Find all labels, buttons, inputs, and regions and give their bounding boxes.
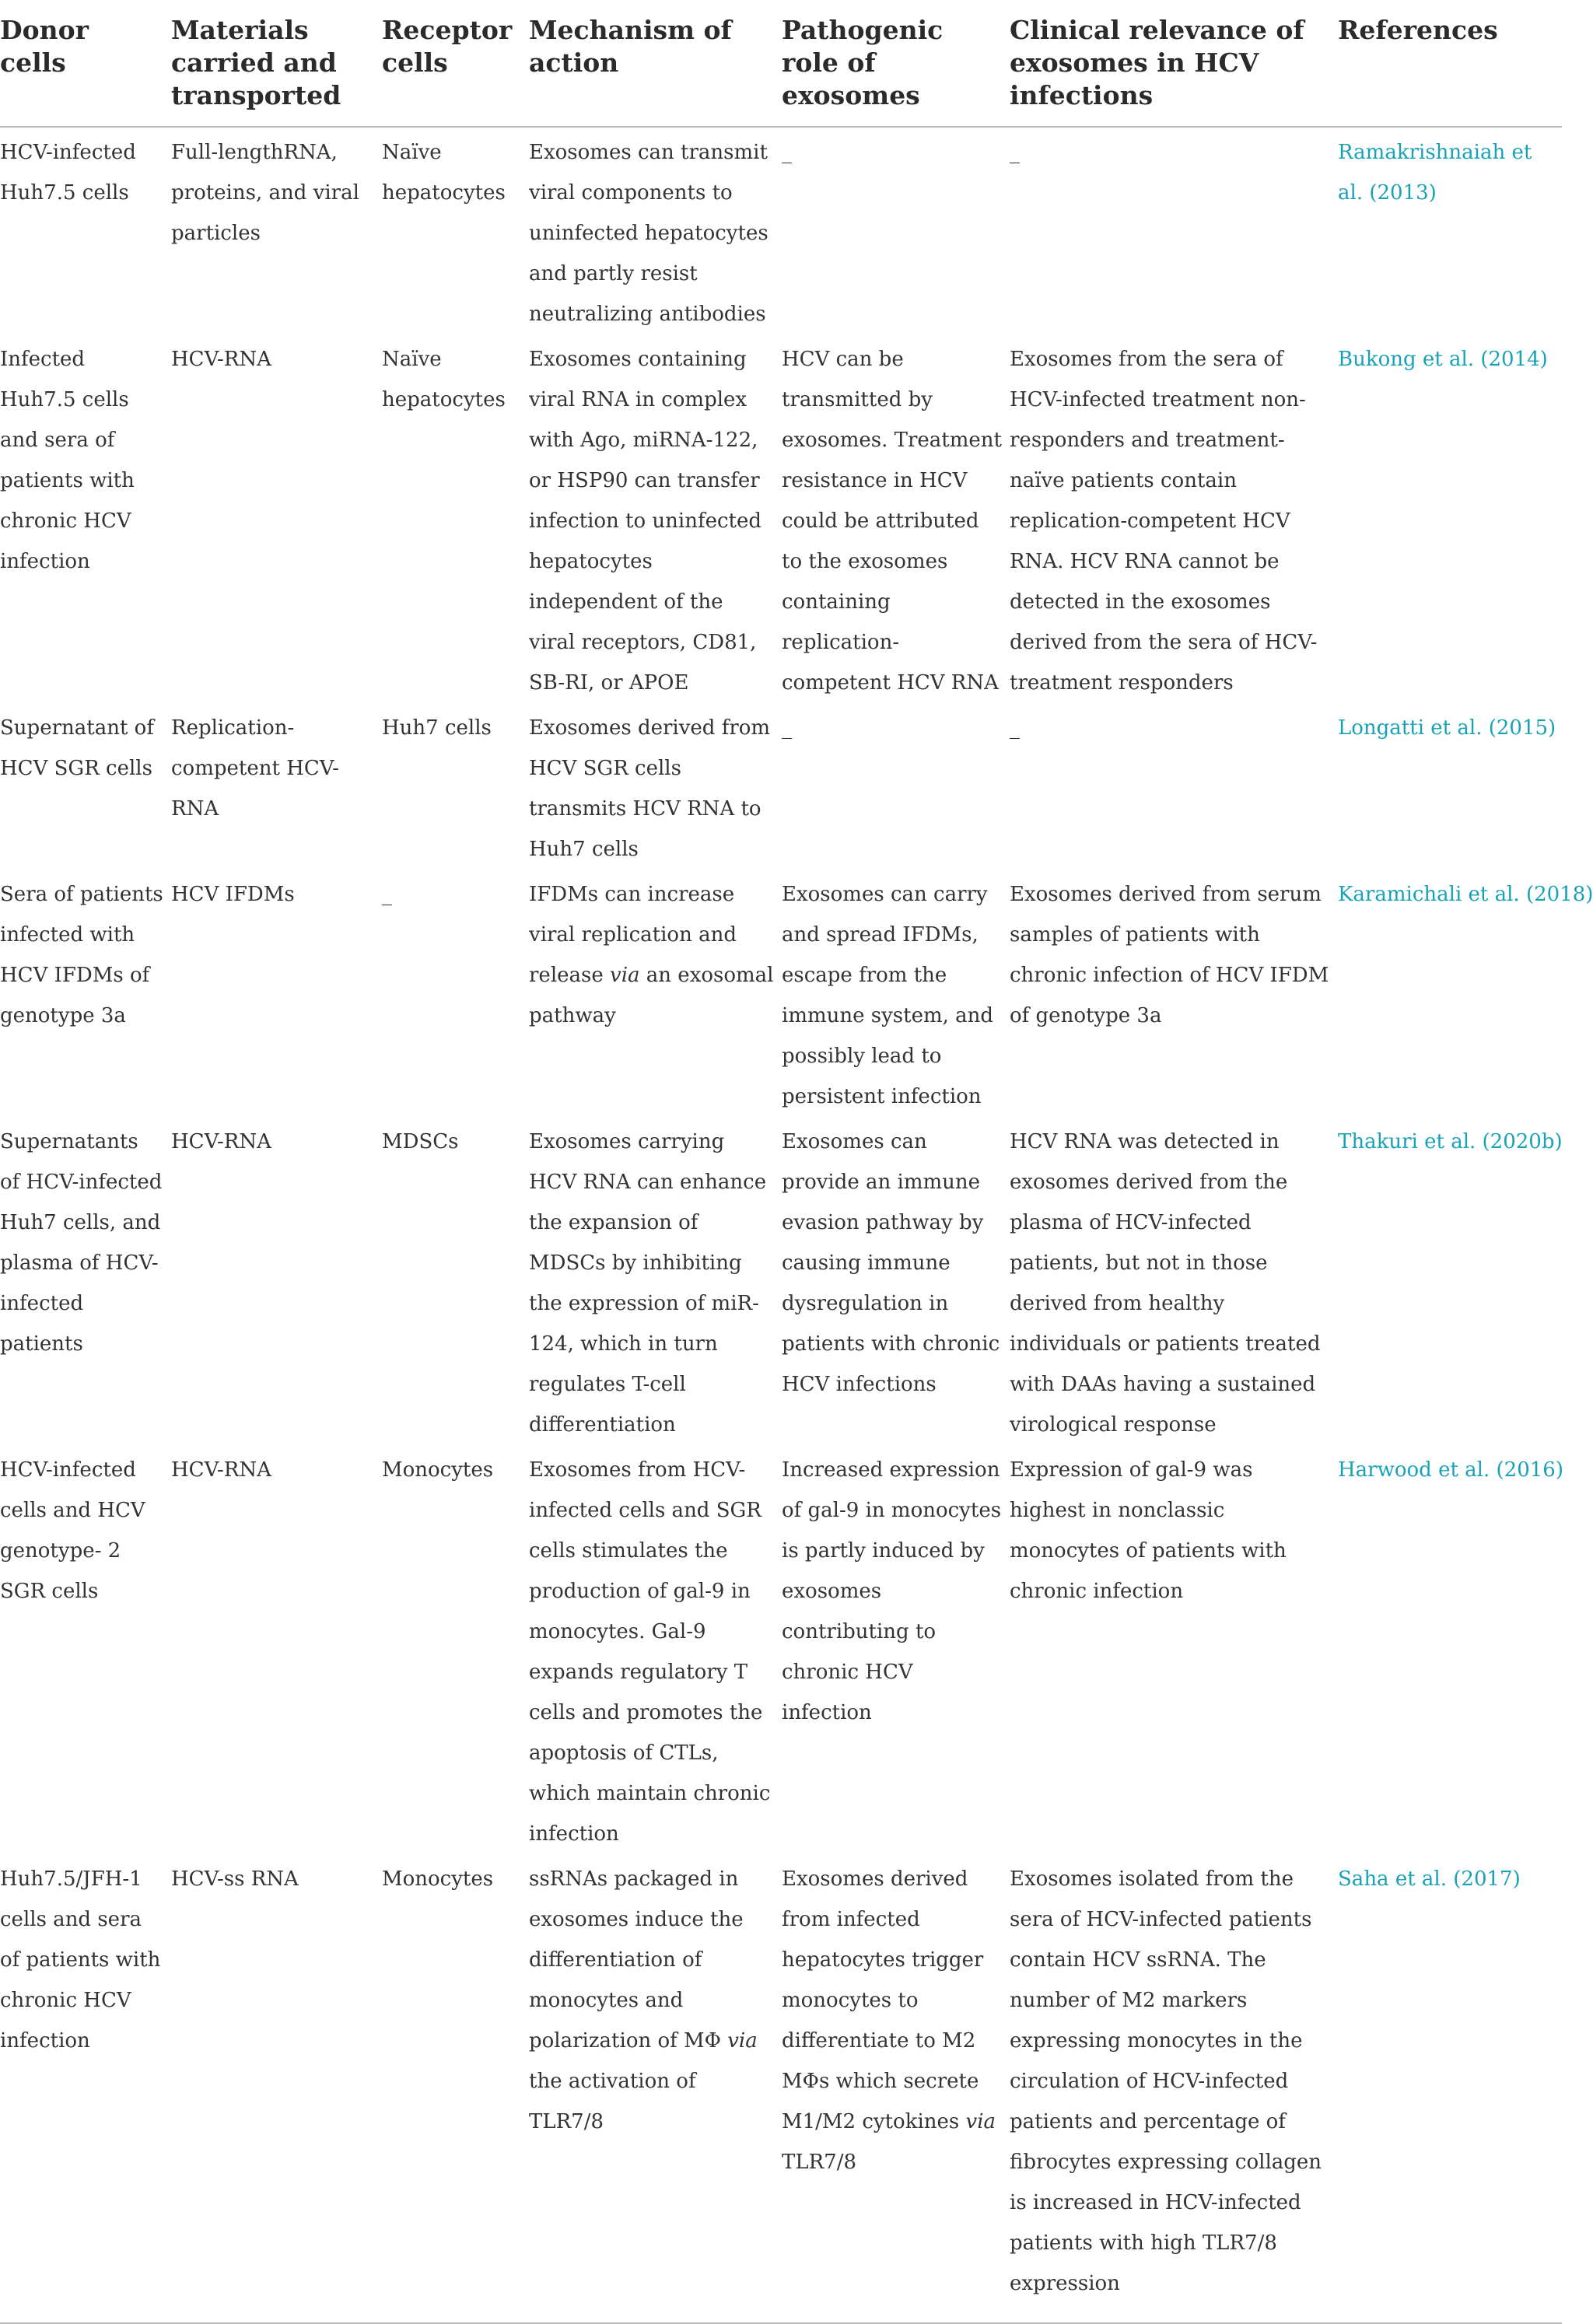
cell-reference <box>1338 334 1562 703</box>
cell-pathogenic: Exosomes can provide an immune evasion pathway by causing immune dysregulation in patients with chronic HCV infections <box>782 1130 1000 1396</box>
cell-clinical: _ <box>1010 716 1020 740</box>
table-header-row <box>0 0 1562 127</box>
header-materials: Materials carried and transported <box>171 0 382 127</box>
reference-link[interactable]: Ramakrishnaiah et al. (2013) <box>1338 141 1532 205</box>
cell-pathogenic: _ <box>782 141 792 164</box>
pathogenic-text: Exosomes derived from infected hepatocytes trigger monocytes to differentiate to M2 MΦs which secrete M1/M2 cytokines <box>782 1867 984 2133</box>
reference-link[interactable]: Thakuri et al. (2020b) <box>1338 1130 1563 1153</box>
cell-clinical: Expression of gal-9 was highest in nonclassic monocytes of patients with chronic infection <box>1010 1458 1287 1603</box>
cell-reference <box>1338 870 1593 1117</box>
reference-link[interactable]: Karamichali et al. (2018) <box>1338 883 1593 906</box>
cell-pathogenic: _ <box>782 716 792 740</box>
cell-receptor: Naïve hepatocytes <box>382 141 506 205</box>
cell-donor: Huh7.5/JFH-1 cells and sera of patients with chronic HCV infection <box>0 1854 171 2323</box>
cell-materials: HCV IFDMs <box>171 883 295 906</box>
table-row <box>0 870 1562 1117</box>
mechanism-italic: via <box>610 964 640 987</box>
cell-pathogenic: Increased expression of gal-9 in monocytes is partly induced by exosomes contributing to chronic HCV infection <box>782 1458 1002 1724</box>
cell-clinical: Exosomes from the sera of HCV-infected treatment non-responders and treatment-naïve patients contain replication-competent HCV RNA. HCV RNA cannot be detected in the exosomes derived from the sera of HCV-treatment responders <box>1010 348 1318 695</box>
cell-mechanism: Exosomes from HCV-infected cells and SGR cells stimulates the production of gal-9 in monocytes. Gal-9 expands regulatory T cells and promotes the apoptosis of CTLs, which maintain chronic infection <box>529 1458 771 1846</box>
cell-pathogenic: HCV can be transmitted by exosomes. Treatment resistance in HCV could be attributed to the exosomes containing replication-competent HCV RNA <box>782 348 1002 695</box>
cell-donor: Supernatant of HCV SGR cells <box>0 716 154 780</box>
cell-materials: HCV-RNA <box>171 1130 271 1153</box>
cell-donor: Infected Huh7.5 cells and sera of patients with chronic HCV infection <box>0 348 135 573</box>
table-row <box>0 1445 1562 1854</box>
mechanism-text: an exosomal pathway <box>529 964 774 1027</box>
mechanism-italic: via <box>727 2029 758 2053</box>
cell-receptor: MDSCs <box>382 1130 459 1153</box>
table-row <box>0 127 1562 334</box>
table-row <box>0 1117 1562 1445</box>
cell-receptor: Monocytes <box>382 1458 494 1482</box>
cell-clinical: Exosomes isolated from the sera of HCV-infected patients contain HCV ssRNA. The number of M2 markers expressing monocytes in the circulation of HCV-infected patients and percentage of fibrocytes expressing collagen is increased in HCV-infected patients with high TLR7/8 expression <box>1010 1854 1338 2323</box>
table-row <box>0 334 1562 703</box>
cell-clinical: _ <box>1010 141 1020 164</box>
cell-donor: HCV-infected cells and HCV genotype- 2 SGR cells <box>0 1458 145 1603</box>
cell-receptor: Huh7 cells <box>382 716 492 740</box>
cell-reference <box>1338 703 1562 870</box>
cell-clinical: Exosomes derived from serum samples of patients with chronic infection of HCV IFDM of genotype 3a <box>1010 883 1329 1027</box>
cell-reference <box>1338 1117 1562 1445</box>
cell-pathogenic: Exosomes can carry and spread IFDMs, escape from the immune system, and possibly lead to persistent infection <box>782 883 994 1108</box>
cell-reference <box>1338 1445 1562 1854</box>
cell-receptor: Naïve hepatocytes <box>382 348 506 411</box>
mechanism-text: ssRNAs packaged in exosomes induce the differentiation of monocytes and polarization of MΦ <box>529 1867 744 2053</box>
cell-materials: HCV-ss RNA <box>171 1854 382 2323</box>
table-row <box>0 703 1562 870</box>
mechanism-text: IFDMs can increase viral replication and release <box>529 883 737 987</box>
cell-clinical: HCV RNA was detected in exosomes derived from the plasma of HCV-infected patients, but not in those derived from healthy individuals or patients treated with DAAs having a sustained virological response <box>1010 1130 1321 1437</box>
cell-mechanism <box>529 870 782 1117</box>
pathogenic-italic: via <box>965 2110 996 2133</box>
cell-mechanism <box>529 1854 782 2323</box>
cell-materials: Full-lengthRNA, proteins, and viral particles <box>171 141 359 245</box>
cell-donor: Sera of patients infected with HCV IFDMs of genotype 3a <box>0 883 163 1027</box>
header-clinical-relevance: Clinical relevance of exosomes in HCV infections <box>1010 0 1338 127</box>
reference-link[interactable]: Longatti et al. (2015) <box>1338 716 1556 740</box>
header-donor-cells: Donor cells <box>0 0 171 127</box>
header-pathogenic-role: Pathogenic role of exosomes <box>782 0 1010 127</box>
cell-receptor: _ <box>382 883 392 906</box>
cell-mechanism: Exosomes containing viral RNA in complex with Ago, miRNA-122, or HSP90 can transfer infection to uninfected hepatocytes independent of the viral receptors, CD81, SB-RI, or APOE <box>529 348 762 695</box>
table-row <box>0 1854 1562 2323</box>
cell-reference <box>1338 127 1562 334</box>
cell-donor: HCV-infected Huh7.5 cells <box>0 141 136 205</box>
header-references: References <box>1338 0 1562 127</box>
cell-mechanism: Exosomes derived from HCV SGR cells transmits HCV RNA to Huh7 cells <box>529 716 771 861</box>
cell-mechanism: Exosomes carrying HCV RNA can enhance the expansion of MDSCs by inhibiting the expression of miR-124, which in turn regulates T-cell differentiation <box>529 1130 767 1437</box>
cell-pathogenic <box>782 1854 1010 2323</box>
header-mechanism: Mechanism of action <box>529 0 782 127</box>
header-receptor-cells: Receptor cells <box>382 0 529 127</box>
cell-donor: Supernatants of HCV-infected Huh7 cells, and plasma of HCV-infected patients <box>0 1130 163 1356</box>
cell-receptor: Monocytes <box>382 1854 529 2323</box>
cell-mechanism: Exosomes can transmit viral components to uninfected hepatocytes and partly resist neutralizing antibodies <box>529 141 768 326</box>
cell-materials: Replication-competent HCV-RNA <box>171 716 339 821</box>
reference-link[interactable]: Harwood et al. (2016) <box>1338 1458 1563 1482</box>
cell-materials: HCV-RNA <box>171 1458 271 1482</box>
reference-link[interactable]: Bukong et al. (2014) <box>1338 348 1548 371</box>
pathogenic-text: TLR7/8 <box>782 2151 857 2174</box>
cell-materials: HCV-RNA <box>171 348 271 371</box>
cell-reference <box>1338 1854 1562 2323</box>
mechanism-text: the activation of TLR7/8 <box>529 2070 696 2133</box>
reference-link[interactable]: Saha et al. (2017) <box>1338 1867 1521 1891</box>
